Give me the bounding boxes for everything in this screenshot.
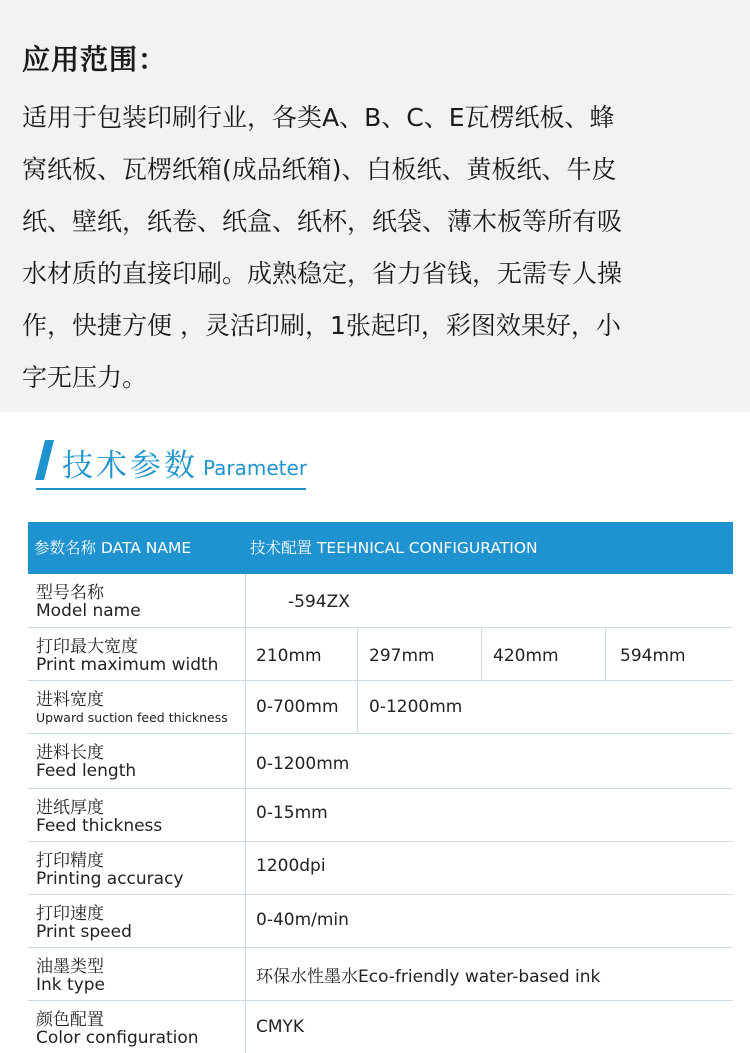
value-cell (245, 681, 358, 733)
value-cell (245, 842, 733, 894)
row-label-en: Print maximum width (36, 655, 219, 675)
row-label-en: Print speed (36, 922, 132, 942)
table-header (28, 522, 733, 574)
row-label-en: Model name (36, 601, 141, 621)
parameters-table (28, 522, 733, 1053)
table-row (28, 1001, 733, 1053)
row-label-cn: 打印最大宽度 (36, 637, 138, 657)
value-cell (245, 628, 358, 680)
row-label (28, 681, 246, 733)
row-label-cn: 颜色配置 (36, 1010, 104, 1030)
value-text: 0-1200mm (369, 697, 463, 717)
value-text: 环保水性墨水Eco-friendly water-based ink (256, 967, 601, 987)
heading-underline (36, 488, 306, 490)
description-line: 窝纸板、瓦楞纸箱(成品纸箱)、白板纸、黄板纸、牛皮 (22, 155, 617, 184)
row-label (28, 734, 246, 788)
value-text: 297mm (369, 646, 435, 666)
row-label (28, 628, 246, 680)
value-cell (245, 574, 733, 627)
value-cell (482, 628, 606, 680)
row-label (28, 842, 246, 894)
description-line: 纸、壁纸，纸卷、纸盒、纸杯，纸袋、薄木板等所有吸 (22, 207, 623, 236)
row-label-cn: 油墨类型 (36, 957, 104, 977)
value-text: 0-1200mm (256, 754, 350, 774)
value-cell (245, 1001, 733, 1053)
header-data-name: 参数名称 DATA NAME (34, 539, 192, 557)
value-cell (245, 734, 733, 788)
row-label-en: Feed length (36, 761, 137, 781)
row-label (28, 789, 246, 841)
table-row (28, 948, 733, 1001)
table-row (28, 734, 733, 789)
row-label (28, 574, 246, 627)
value-text: 0-15mm (256, 803, 328, 823)
application-section (0, 0, 750, 412)
heading-title-en: Parameter (203, 456, 308, 480)
value-text: 210mm (256, 646, 322, 666)
value-text: 594mm (620, 646, 686, 666)
heading-title-cn: 技术参数 (62, 448, 198, 484)
header-configuration: 技术配置 TEEHNICAL CONFIGURATION (250, 539, 538, 557)
application-title: 应用范围： (22, 43, 168, 76)
row-label-cn: 型号名称 (36, 583, 104, 603)
description-line: 字无压力。 (22, 363, 148, 392)
row-label-cn: 打印速度 (36, 904, 104, 924)
description-line: 适用于包装印刷行业，各类A、B、C、E瓦楞纸板、蜂 (22, 103, 615, 132)
row-label-cn: 打印精度 (36, 851, 104, 871)
value-cell (245, 948, 733, 1000)
row-label (28, 1001, 246, 1053)
description-line: 水材质的直接印刷。成熟稳定，省力省钱，无需专人操 (22, 259, 623, 288)
table-row (28, 628, 733, 681)
value-text: 420mm (493, 646, 559, 666)
value-text: 1200dpi (256, 856, 326, 876)
row-label-cn: 进料长度 (36, 743, 104, 763)
description-line: 作，快捷方便 ，灵活印刷，1张起印，彩图效果好，小 (22, 311, 621, 340)
table-row (28, 681, 733, 734)
application-description (22, 92, 734, 404)
table-row (28, 895, 733, 948)
row-label-en: Feed thickness (36, 816, 163, 836)
row-label-en: Ink type (36, 975, 106, 995)
value-text: -594ZX (288, 592, 350, 612)
value-text: 0-40m/min (256, 910, 349, 930)
row-label (28, 948, 246, 1000)
value-cell (245, 789, 733, 841)
table-row (28, 574, 733, 628)
value-text: 0-700mm (256, 697, 339, 717)
value-cell (245, 895, 733, 947)
table-row (28, 789, 733, 842)
row-label (28, 895, 246, 947)
row-label-cn: 进料宽度 (36, 690, 104, 710)
row-label-cn: 进纸厚度 (36, 798, 104, 818)
value-cell (358, 681, 733, 733)
table-row (28, 842, 733, 895)
row-label-en: Printing accuracy (36, 869, 184, 889)
value-text: CMYK (256, 1017, 305, 1037)
value-cell (606, 628, 733, 680)
row-label-en: Upward suction feed thickness (36, 710, 228, 725)
row-label-en: Color configuration (36, 1028, 199, 1048)
value-cell (358, 628, 482, 680)
